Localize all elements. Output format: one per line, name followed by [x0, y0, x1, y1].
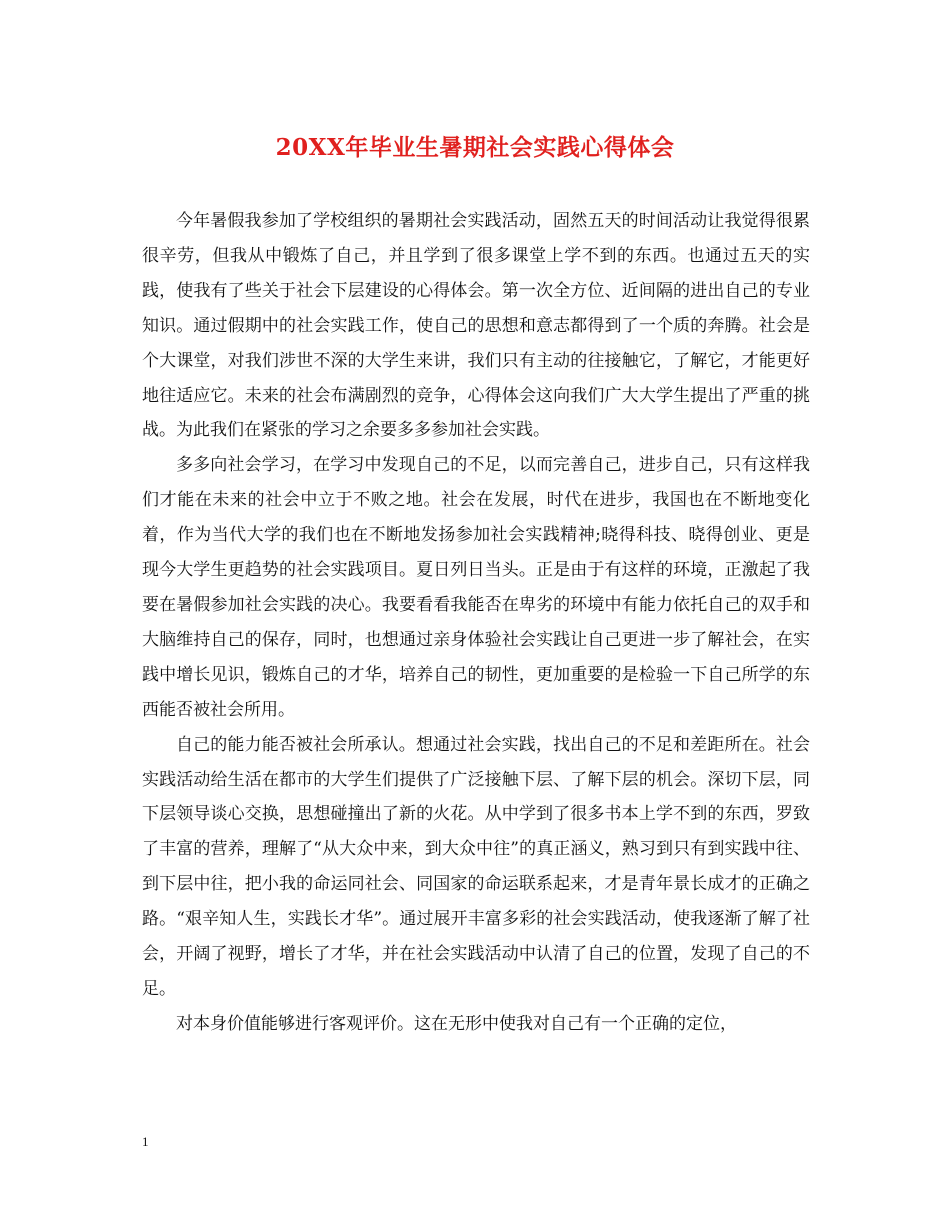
paragraph-3: 自己的能力能否被社会所承认。想通过社会实践，找出自己的不足和差距所在。社会实践活动给生活在都市的大学生们提供了广泛接触下层、了解下层的机会。深切下层，同下层领导谈心交换，思想碰撞出了新的火花。从中学到了很多书本上学不到的东西，罗致了丰富的营养，理解了“从大众中来，到大众中往”的真正涵义，熟习到只有到实践中往、到下层中往，把小我的命运同社会、同国家的命运联系起来，才是青年景长成才的正确之路。“艰辛知人生，实践长才华”。通过展开丰富多彩的社会实践活动，使我逐渐了解了社会，开阔了视野，增长了才华，并在社会实践活动中认清了自己的位置，发现了自己的不足。: [142, 734, 810, 999]
page-title: 20XX年毕业生暑期社会实践心得体会: [275, 134, 675, 161]
page-number: 1: [142, 1134, 149, 1149]
paragraph-1: 今年暑假我参加了学校组织的暑期社会实践活动，固然五天的时间活动让我觉得很累很辛劳，但我从中锻炼了自己，并且学到了很多课堂上学不到的东西。也通过五天的实践，使我有了些关于社会下层建设的心得体会。第一次全方位、近间隔的进出自己的专业知识。通过假期中的社会实践工作，使自己的思想和意志都得到了一个质的奔腾。社会是个大课堂，对我们涉世不深的大学生来讲，我们只有主动的往接触它，了解它，才能更好地往适应它。未来的社会布满剧烈的竞争，心得体会这向我们广大大学生提出了严重的挑战。为此我们在紧张的学习之余要多多参加社会实践。: [142, 211, 810, 441]
document-body: [142, 204, 810, 1042]
paragraph-2: 多多向社会学习，在学习中发现自己的不足，以而完善自己，进步自己，只有这样我们才能在未来的社会中立于不败之地。社会在发展，时代在进步，我国也在不断地变化着，作为当代大学的我们也在不断地发扬参加社会实践精神;晓得科技、晓得创业、更是现今大学生更趋势的社会实践项目。夏日列日当头。正是由于有这样的环境，正激起了我要在暑假参加社会实践的决心。我要看看我能否在卑劣的环境中有能力依托自己的双手和大脑维持自己的保存，同时，也想通过亲身体验社会实践让自己更进一步了解社会，在实践中增长见识，锻炼自己的才华，培养自己的韧性，更加重要的是检验一下自己所学的东西能否被社会所用。: [142, 455, 810, 720]
paragraph-4: 对本身价值能够进行客观评价。这在无形中使我对自己有一个正确的定位，: [176, 1013, 737, 1034]
